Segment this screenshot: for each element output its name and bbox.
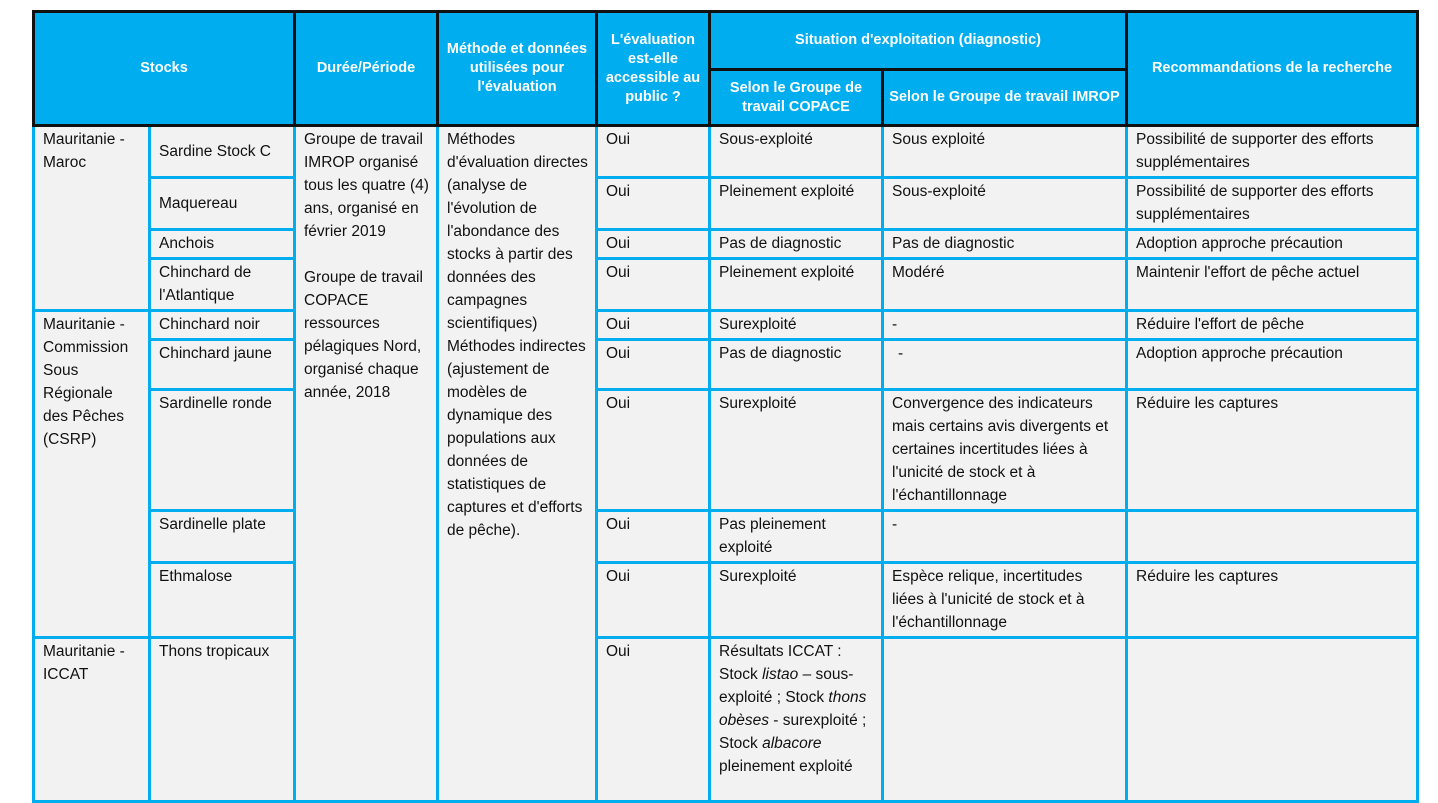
- table-row: [34, 126, 1418, 178]
- copace-cell: Pas de diagnostic: [710, 340, 883, 390]
- rec-cell: Adoption approche précaution: [1127, 340, 1418, 390]
- stock-name: Chinchard de l'Atlantique: [150, 259, 295, 311]
- stock-name: Chinchard jaune: [150, 340, 295, 390]
- duree-cell: [295, 126, 438, 802]
- region-csrp: Mauritanie - Commission Sous Régionale des Pêches (CSRP): [34, 311, 150, 638]
- table-row: [34, 259, 1418, 311]
- stock-name: Sardinelle plate: [150, 511, 295, 563]
- copace-cell-iccat: [710, 638, 883, 802]
- stock-name: Ethmalose: [150, 563, 295, 638]
- access-cell: Oui: [597, 230, 710, 259]
- iccat-status-3: pleinement exploité: [719, 758, 853, 775]
- duree-imrop: Groupe de travail IMROP organisé tous les quatre (4) ans, organisé en février 2019: [304, 131, 429, 240]
- stock-name: Sardine Stock C: [150, 126, 295, 178]
- rec-cell: [1127, 511, 1418, 563]
- stock-name: Anchois: [150, 230, 295, 259]
- rec-cell: Adoption approche précaution: [1127, 230, 1418, 259]
- iccat-species-albacore: albacore: [762, 735, 822, 752]
- imrop-cell: Modéré: [883, 259, 1127, 311]
- copace-cell: Surexploité: [710, 311, 883, 340]
- access-cell: Oui: [597, 340, 710, 390]
- region-iccat: Mauritanie - ICCAT: [34, 638, 150, 802]
- imrop-cell: -: [883, 511, 1127, 563]
- rec-cell: Réduire l'effort de pêche: [1127, 311, 1418, 340]
- imrop-cell: -: [883, 311, 1127, 340]
- rec-cell: Maintenir l'effort de pêche actuel: [1127, 259, 1418, 311]
- imrop-cell: Sous-exploité: [883, 178, 1127, 230]
- imrop-cell: [883, 638, 1127, 802]
- table-row: [34, 390, 1418, 511]
- iccat-species-listao: listao: [762, 666, 799, 683]
- imrop-cell: Sous exploité: [883, 126, 1127, 178]
- copace-cell: Pas pleinement exploité: [710, 511, 883, 563]
- region-maroc: Mauritanie - Maroc: [34, 126, 150, 311]
- iccat-status-1: – sous-exploité ; Stock: [719, 666, 854, 706]
- header-methode: Méthode et données utilisées pour l'évaluation: [438, 12, 597, 126]
- imrop-cell: -: [883, 340, 1127, 390]
- table-row: [34, 511, 1418, 563]
- table-row: [34, 311, 1418, 340]
- header-duree: Durée/Période: [295, 12, 438, 126]
- table-row: [34, 340, 1418, 390]
- stock-name: Maquereau: [150, 178, 295, 230]
- rec-cell: Réduire les captures: [1127, 563, 1418, 638]
- rec-cell: Possibilité de supporter des efforts supplémentaires: [1127, 126, 1418, 178]
- copace-cell: Surexploité: [710, 390, 883, 511]
- access-cell: Oui: [597, 638, 710, 802]
- access-cell: Oui: [597, 178, 710, 230]
- methode-cell: Méthodes d'évaluation directes (analyse de l'évolution de l'abondance des stocks à partir des données des campagnes scientifiques) Méthodes indirectes (ajustement de modèles de dynamique des populations aux données de statistiques de captures et d'efforts de pêche).: [438, 126, 597, 802]
- iccat-species-thons-obeses: thons obèses: [719, 689, 867, 729]
- rec-cell: [1127, 638, 1418, 802]
- table-row: [34, 230, 1418, 259]
- rec-cell: Possibilité de supporter des efforts supplémentaires: [1127, 178, 1418, 230]
- access-cell: Oui: [597, 563, 710, 638]
- copace-cell: Pleinement exploité: [710, 178, 883, 230]
- access-cell: Oui: [597, 259, 710, 311]
- stock-name: Chinchard noir: [150, 311, 295, 340]
- table-row: [34, 178, 1418, 230]
- stocks-assessment-table: [32, 10, 1419, 803]
- iccat-status-2: - surexploité ; Stock: [719, 712, 867, 752]
- stock-name: Thons tropicaux: [150, 638, 295, 802]
- imrop-cell: Convergence des indicateurs mais certains avis divergents et certaines incertitudes liées à l'unicité de stock et à l'échantillonnage: [883, 390, 1127, 511]
- table-row: [34, 563, 1418, 638]
- table-row: [34, 638, 1418, 802]
- imrop-cell: Espèce relique, incertitudes liées à l'unicité de stock et à l'échantillonnage: [883, 563, 1127, 638]
- copace-cell: Surexploité: [710, 563, 883, 638]
- header-accessible: L'évaluation est-elle accessible au public ?: [597, 12, 710, 126]
- imrop-cell: Pas de diagnostic: [883, 230, 1127, 259]
- access-cell: Oui: [597, 126, 710, 178]
- stock-name: Sardinelle ronde: [150, 390, 295, 511]
- copace-cell: Sous-exploité: [710, 126, 883, 178]
- access-cell: Oui: [597, 511, 710, 563]
- duree-copace: Groupe de travail COPACE ressources pélagiques Nord, organisé chaque année, 2018: [304, 269, 423, 401]
- header-situation: Situation d'exploitation (diagnostic): [710, 12, 1127, 70]
- access-cell: Oui: [597, 390, 710, 511]
- access-cell: Oui: [597, 311, 710, 340]
- copace-cell: Pleinement exploité: [710, 259, 883, 311]
- rec-cell: Réduire les captures: [1127, 390, 1418, 511]
- header-selon-imrop: Selon le Groupe de travail IMROP: [883, 70, 1127, 126]
- header-stocks: Stocks: [34, 12, 295, 126]
- iccat-intro: Résultats ICCAT : Stock: [719, 643, 842, 683]
- header-selon-copace: Selon le Groupe de travail COPACE: [710, 70, 883, 126]
- copace-cell: Pas de diagnostic: [710, 230, 883, 259]
- header-recommandations: Recommandations de la recherche: [1127, 12, 1418, 126]
